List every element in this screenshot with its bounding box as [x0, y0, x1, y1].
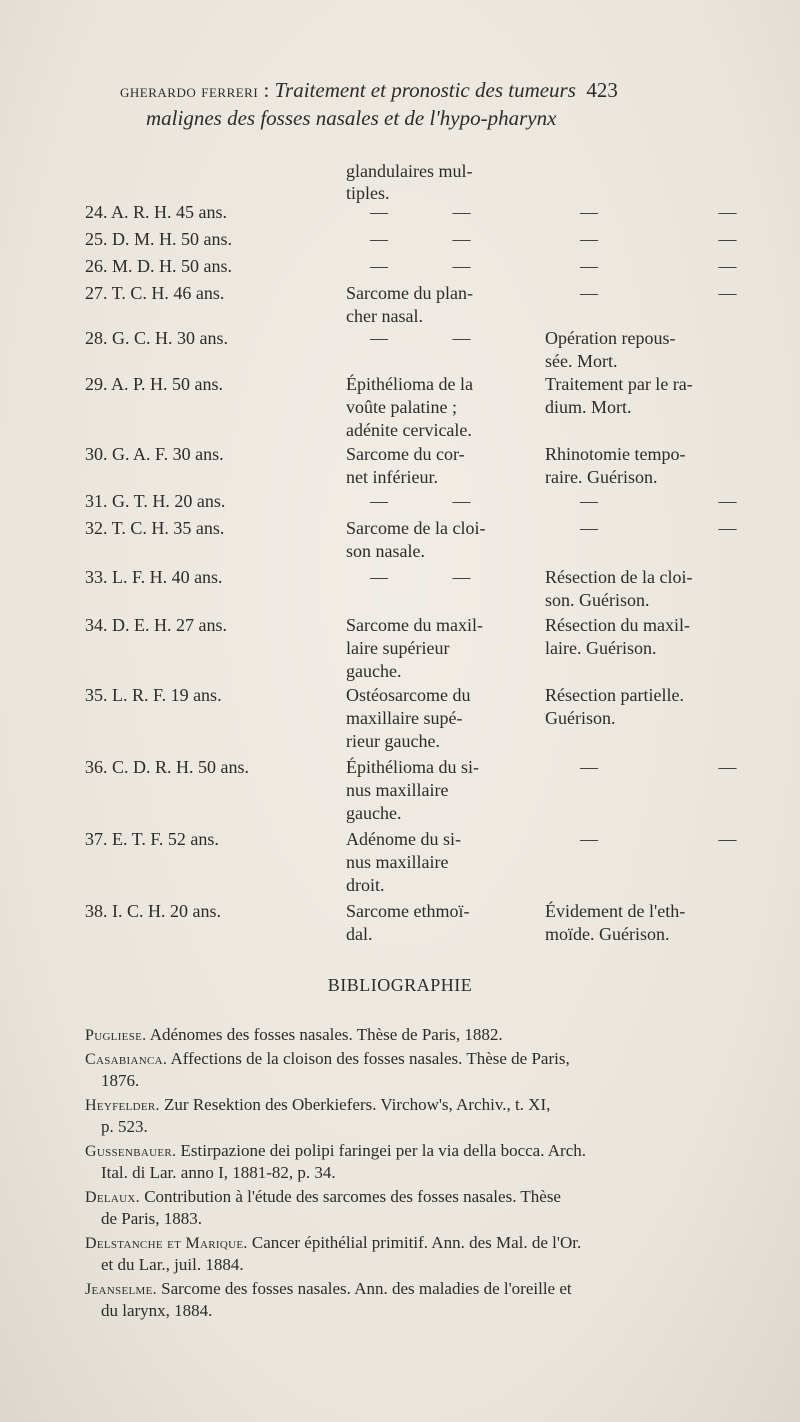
case-outcome-line: — — — [580, 229, 795, 249]
case-outcome-line: — — — [580, 829, 795, 849]
case-patient: 33. L. F. H. 40 ans. — [85, 567, 223, 587]
case-diagnosis-line: nus maxillaire — [346, 852, 449, 872]
case-diagnosis-line: Épithélioma de la — [346, 374, 473, 394]
bibliography-text: Estirpazione dei polipi faringei per la via della bocca. Arch. — [176, 1141, 587, 1160]
page-number: 423 — [586, 78, 618, 102]
bibliography-continuation: de Paris, 1883. — [101, 1209, 203, 1228]
bibliography-entry-line — [85, 1186, 740, 1208]
case-diagnosis-line: — — — [370, 567, 501, 587]
header-author: gherardo ferreri — [120, 81, 259, 101]
case-outcome-line: — — — [580, 757, 795, 777]
case-patient: 31. G. T. H. 20 ans. — [85, 491, 226, 511]
bibliography-entry — [85, 1186, 740, 1229]
case-diagnosis-line: — — — [370, 202, 501, 222]
bibliography-entry-line — [85, 1278, 740, 1300]
case-diagnosis-line: — — — [370, 229, 501, 249]
bibliography-entry-line — [85, 1024, 740, 1046]
case-patient: 29. A. P. H. 50 ans. — [85, 374, 224, 394]
case-patient: 38. I. C. H. 20 ans. — [85, 901, 221, 921]
bibliography-text: Affections de la cloison des fosses nasales. Thèse de Paris, — [167, 1049, 570, 1068]
carry-diag-line-2: tiples. — [346, 183, 390, 203]
case-patient: 37. E. T. F. 52 ans. — [85, 829, 219, 849]
case-diagnosis-line: voûte palatine ; — [346, 397, 457, 417]
header-line-1 — [120, 76, 618, 105]
bibliography-entry — [85, 1024, 740, 1046]
bibliography-entry-line — [85, 1140, 740, 1162]
bibliography-entry-line — [85, 1094, 740, 1116]
case-outcome-line: Résection de la cloi- — [545, 567, 693, 587]
bibliography-continuation: Ital. di Lar. anno I, 1881-82, p. 34. — [101, 1163, 336, 1182]
bibliography-text: Adénomes des fosses nasales. Thèse de Paris, 1882. — [146, 1025, 503, 1044]
bibliography-entry-line — [85, 1232, 740, 1254]
case-patient: 36. C. D. R. H. 50 ans. — [85, 757, 250, 777]
header-title-line-2: malignes des fosses nasales et de l'hypo-pharynx — [146, 106, 557, 130]
case-outcome-line: raire. Guérison. — [545, 467, 658, 487]
case-patient: 24. A. R. H. 45 ans. — [85, 202, 228, 222]
bibliography-continuation: p. 523. — [101, 1117, 148, 1136]
bibliography-author: Delstanche et Marique. — [85, 1235, 248, 1252]
case-outcome-line: dium. Mort. — [545, 397, 632, 417]
bibliography-author: Pugliese. — [85, 1027, 147, 1044]
case-outcome-line: sée. Mort. — [545, 351, 618, 371]
case-patient: 27. T. C. H. 46 ans. — [85, 283, 225, 303]
header-separator: : — [258, 78, 275, 102]
bibliography-text: Contribution à l'étude des sarcomes des fosses nasales. Thèse — [139, 1187, 561, 1206]
case-outcome-line: — — — [580, 202, 795, 222]
case-diagnosis-line: — — — [370, 491, 501, 511]
case-outcome-line: Résection partielle. — [545, 685, 684, 705]
bibliography-entry-line — [85, 1048, 740, 1070]
bibliography-author: Gussenbauer. — [85, 1143, 177, 1160]
bibliography-entry — [85, 1094, 740, 1137]
bibliography-entry — [85, 1278, 740, 1321]
case-diagnosis-line: Sarcome de la cloi- — [346, 518, 486, 538]
case-outcome-line: Évidement de l'eth- — [545, 901, 686, 921]
case-diagnosis-line: laire supérieur — [346, 638, 450, 658]
case-diagnosis-line: nus maxillaire — [346, 780, 449, 800]
case-outcome-line: — — — [580, 518, 795, 538]
case-diagnosis-line: net inférieur. — [346, 467, 438, 487]
case-diagnosis-line: — — — [370, 256, 501, 276]
case-patient: 34. D. E. H. 27 ans. — [85, 615, 227, 635]
bibliography-author: Jeanselme. — [85, 1281, 157, 1298]
bibliography-title: BIBLIOGRAPHIE — [327, 975, 473, 995]
bibliography-text: Cancer épithélial primitif. Ann. des Mal. de l'Or. — [247, 1233, 582, 1252]
bibliography-continuation: 1876. — [101, 1071, 140, 1090]
bibliography-continuation: du larynx, 1884. — [101, 1301, 213, 1320]
case-diagnosis-line: gauche. — [346, 661, 402, 681]
case-diagnosis-line: Sarcome ethmoï- — [346, 901, 470, 921]
case-diagnosis-line: dal. — [346, 924, 373, 944]
case-diagnosis-line: Ostéosarcome du — [346, 685, 471, 705]
case-diagnosis-line: Épithélioma du si- — [346, 757, 479, 777]
case-diagnosis-line: adénite cervicale. — [346, 420, 472, 440]
bibliography-author: Delaux. — [85, 1189, 140, 1206]
bibliography-text: Sarcome des fosses nasales. Ann. des maladies de l'oreille et — [156, 1279, 572, 1298]
bibliography-author: Heyfelder. — [85, 1097, 160, 1114]
bibliography-entry — [85, 1232, 740, 1275]
case-diagnosis-line: gauche. — [346, 803, 402, 823]
case-diagnosis-line: rieur gauche. — [346, 731, 440, 751]
bibliography-continuation: et du Lar., juil. 1884. — [101, 1255, 244, 1274]
case-outcome-line: — — — [580, 256, 795, 276]
bibliography-entry — [85, 1140, 740, 1183]
case-outcome-line: son. Guérison. — [545, 590, 650, 610]
case-outcome-line: Opération repous- — [545, 328, 676, 348]
case-patient: 30. G. A. F. 30 ans. — [85, 444, 224, 464]
case-patient: 25. D. M. H. 50 ans. — [85, 229, 232, 249]
case-outcome-line: — — — [580, 491, 795, 511]
case-diagnosis-line: droit. — [346, 875, 385, 895]
case-outcome-line: moïde. Guérison. — [545, 924, 670, 944]
carry-diag-line-1: glandulaires mul- — [346, 161, 473, 181]
case-outcome-line: Traitement par le ra- — [545, 374, 693, 394]
case-outcome-line: laire. Guérison. — [545, 638, 657, 658]
case-outcome-line: Rhinotomie tempo- — [545, 444, 686, 464]
case-outcome-line: — — — [580, 283, 795, 303]
case-patient: 26. M. D. H. 50 ans. — [85, 256, 232, 276]
bibliography-text: Zur Resektion des Oberkiefers. Virchow's, Archiv., t. XI, — [159, 1095, 551, 1114]
case-diagnosis-line: son nasale. — [346, 541, 425, 561]
case-diagnosis-line: — — — [370, 328, 501, 348]
case-diagnosis-line: cher nasal. — [346, 306, 423, 326]
bibliography-author: Casabianca. — [85, 1051, 168, 1068]
case-diagnosis-line: Sarcome du cor- — [346, 444, 465, 464]
case-patient: 28. G. C. H. 30 ans. — [85, 328, 228, 348]
case-outcome-line: Guérison. — [545, 708, 616, 728]
header-title-line-1: Traitement et pronostic des tumeurs — [274, 78, 576, 102]
case-patient: 32. T. C. H. 35 ans. — [85, 518, 225, 538]
case-outcome-line: Résection du maxil- — [545, 615, 690, 635]
case-patient: 35. L. R. F. 19 ans. — [85, 685, 222, 705]
case-diagnosis-line: Adénome du si- — [346, 829, 461, 849]
case-diagnosis-line: Sarcome du plan- — [346, 283, 473, 303]
case-diagnosis-line: maxillaire supé- — [346, 708, 463, 728]
case-diagnosis-line: Sarcome du maxil- — [346, 615, 483, 635]
bibliography-entry — [85, 1048, 740, 1091]
